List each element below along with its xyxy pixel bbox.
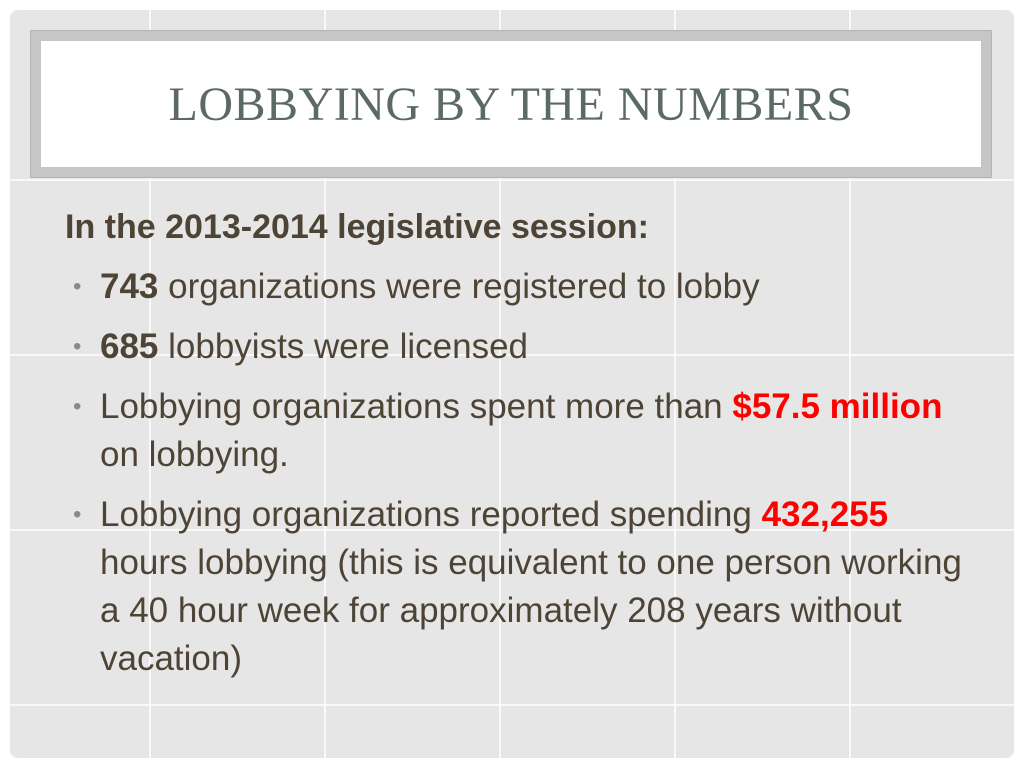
title-box	[41, 41, 981, 167]
lobbyists-count: 685	[100, 327, 159, 366]
bullet-icon: •	[73, 333, 82, 360]
bullet-icon: •	[73, 501, 82, 528]
organizations-count: 743	[100, 267, 159, 306]
slide-title: LOBBYING BY THE NUMBERS	[168, 77, 854, 131]
slide-content	[65, 203, 975, 695]
organizations-text: organizations were registered to lobby	[158, 267, 760, 306]
bullet-list	[65, 263, 975, 683]
hours-amount: 432,255	[761, 495, 889, 534]
bullet-item-hours	[65, 491, 975, 683]
hours-text-post: hours lobbying (this is equivalent to one person working a 40 hour week for approximately 208 years without vacation)	[100, 543, 962, 678]
lead-text: In the 2013-2014 legislative session:	[65, 208, 649, 246]
spending-text-pre: Lobbying organizations spent more than	[100, 387, 733, 426]
bullet-icon: •	[73, 393, 82, 420]
bullet-item-organizations	[65, 263, 975, 311]
slide	[10, 10, 1014, 758]
bullet-item-spending	[65, 383, 975, 479]
bullet-item-lobbyists	[65, 323, 975, 371]
bullet-icon: •	[73, 273, 82, 300]
spending-amount: $57.5 million	[732, 387, 943, 426]
hours-text-pre: Lobbying organizations reported spending	[100, 495, 762, 534]
title-frame	[30, 30, 992, 178]
lobbyists-text: lobbyists were licensed	[158, 327, 529, 366]
spending-text-post: on lobbying.	[100, 435, 289, 474]
